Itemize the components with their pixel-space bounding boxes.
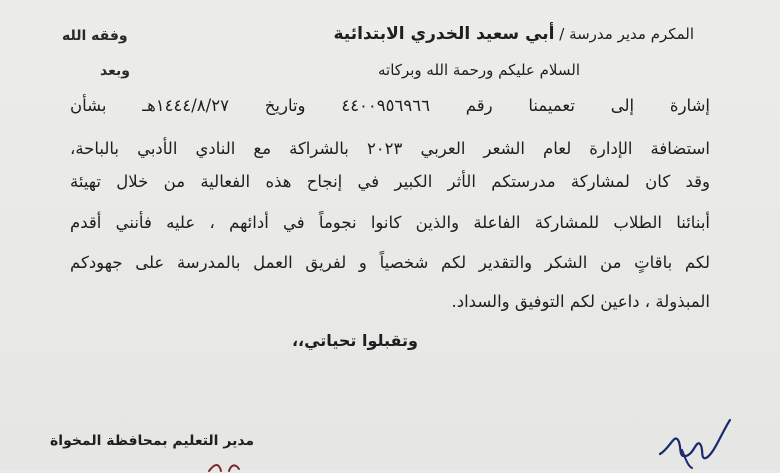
school-name: أبي سعيد الخدري الابتدائية [333, 24, 555, 44]
partial-handwriting-stroke [205, 461, 245, 473]
greeting-line: السلام عليكم ورحمة الله وبركاته [378, 61, 580, 79]
body-line-2: استضافة الإدارة لعام الشعر العربي ٢٠٢٣ بالشراكة مع النادي الأدبي بالباحة، [70, 139, 710, 158]
body-line-1: إشارة إلى تعميمنا رقم ٤٤٠٠٩٥٦٩٦٦ وتاريخ ١٤٤٤/٨/٢٧هـ بشأن [70, 96, 710, 115]
body-line-6: المبذولة ، داعين لكم التوفيق والسداد. [451, 292, 710, 311]
side-note-after: وبعد [100, 63, 130, 79]
recipient-line [334, 24, 695, 44]
body-line-4: أبنائنا الطلاب للمشاركة الفاعلة والذين كانوا نجوماً في أدائهم ، عليه فأنني أقدم [70, 213, 710, 232]
handwritten-signature [648, 414, 734, 470]
signatory-title: مدير التعليم بمحافظة المخواة [50, 433, 255, 449]
body-line-3: وقد كان لمشاركة مدرستكم الأثر الكبير في إنجاح هذه الفعالية من خلال تهيئة [70, 172, 710, 191]
side-note-blessing: وفقه الله [62, 28, 128, 44]
closing-line: وتقبلوا تحياتي،، [291, 331, 418, 350]
recipient-prefix: المكرم مدير مدرسة / [554, 25, 694, 43]
body-line-5: لكم باقاتٍ من الشكر والتقدير لكم شخصياً و لفريق العمل بالمدرسة على جهودكم [70, 253, 710, 272]
